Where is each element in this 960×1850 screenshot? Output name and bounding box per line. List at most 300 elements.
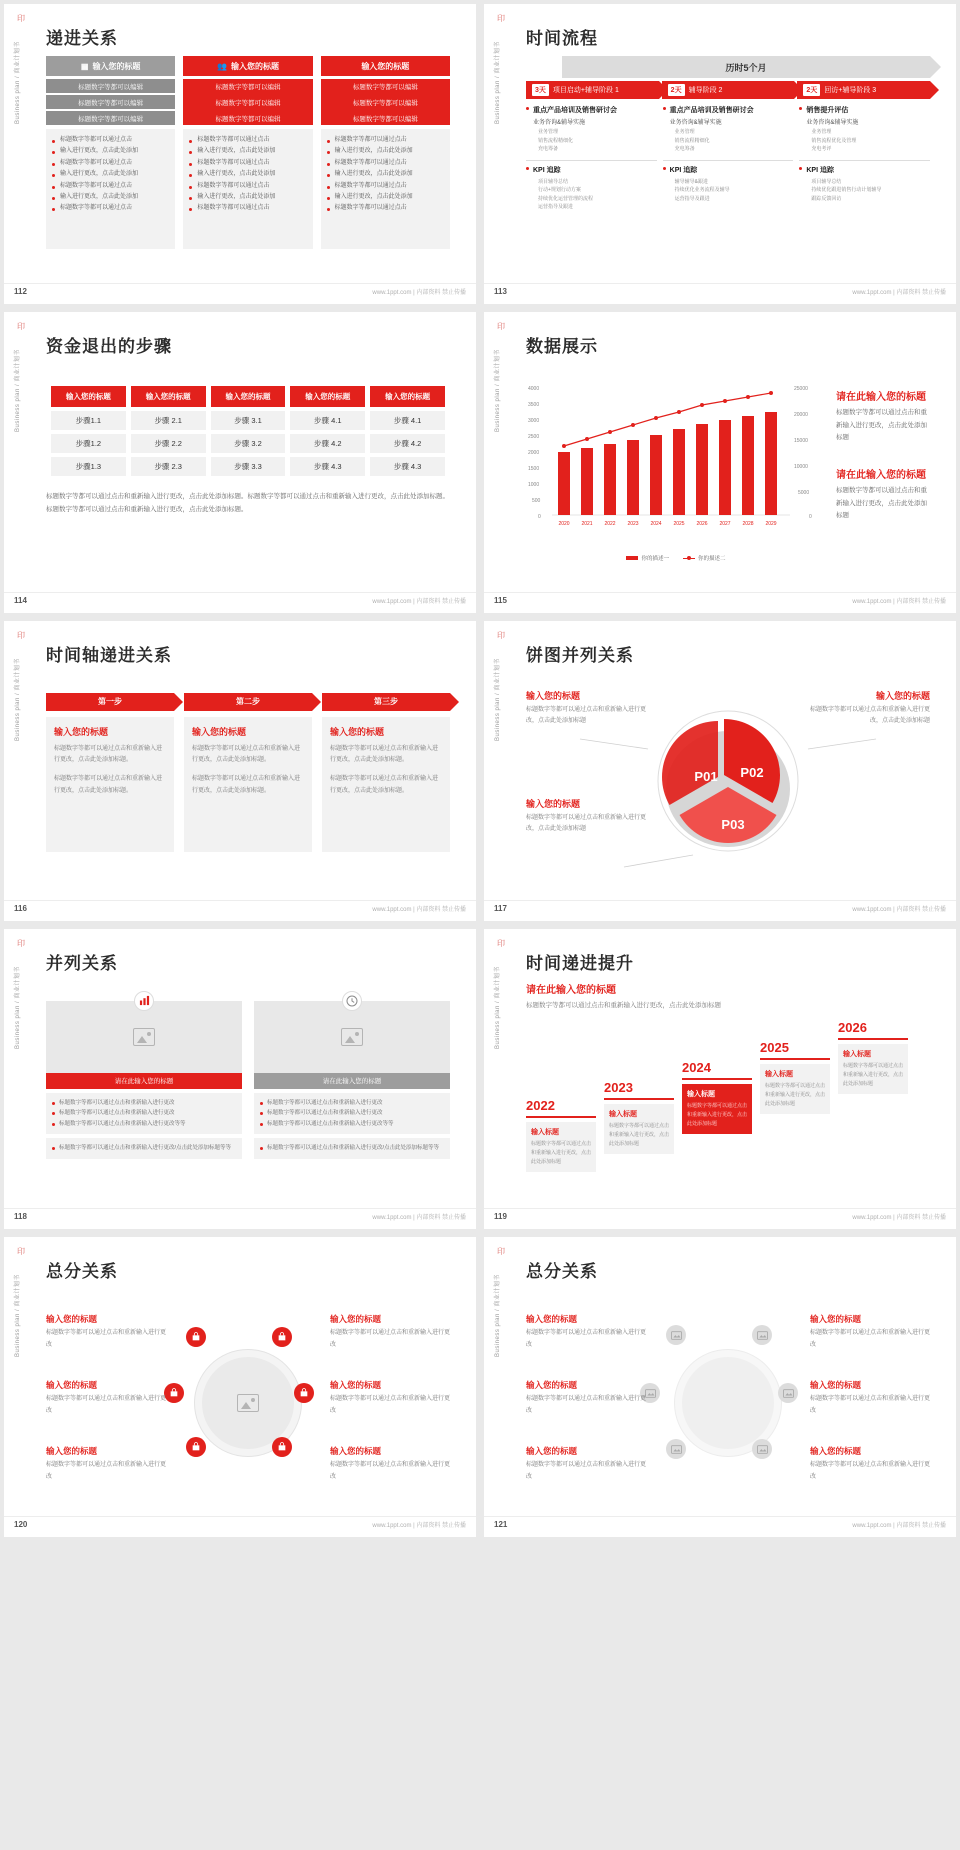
year-rule (604, 1098, 674, 1100)
timeline-item[interactable] (760, 1040, 830, 1114)
phase-column-1 (526, 105, 657, 218)
page-title: 饼图并列关系 (526, 645, 634, 665)
list-item: 标题数字等都可以通过点击 (327, 135, 444, 146)
hub-note-3 (526, 1445, 646, 1483)
section-head: KPI 追踪 (663, 165, 794, 175)
section-head: KPI 追踪 (799, 165, 930, 175)
svg-text:2025: 2025 (673, 521, 685, 528)
svg-text:1500: 1500 (528, 466, 540, 473)
divider (484, 900, 956, 901)
table-cell: 步骤 2.2 (131, 434, 206, 453)
hub-note-6 (330, 1445, 450, 1483)
list-item: 标题数字等都可以通过点击和重新输入进行更改/点击此处添加标题等等 (52, 1143, 236, 1153)
column-header: 输入您的标题 (370, 386, 445, 407)
slide-119[interactable] (484, 929, 956, 1229)
bullet-stack: 标题数字等都可以编辑 标题数字等都可以编辑 标题数字等都可以编辑 (46, 79, 175, 125)
divider (4, 592, 476, 593)
slide-116[interactable] (4, 621, 476, 921)
node-icon-4[interactable] (294, 1383, 314, 1403)
divider (4, 283, 476, 284)
image-placeholder[interactable] (254, 1001, 450, 1073)
page-title: 时间递进提升 (526, 953, 634, 973)
timeline (526, 1020, 930, 1170)
card-title: 输入标题 (687, 1090, 715, 1098)
list-item: 标题数字等都可以通过点击 (327, 203, 444, 214)
node-image-5[interactable] (666, 1439, 686, 1459)
slide-118[interactable] (4, 929, 476, 1229)
svg-text:2020: 2020 (558, 521, 570, 528)
year-rule (838, 1038, 908, 1040)
center-hub[interactable] (682, 1357, 774, 1449)
section-mini: 充电筹备 (674, 146, 695, 153)
column-2 (183, 56, 312, 249)
note-text: 标题数字等都可以通过点击和重新输入进行更改 (810, 1330, 931, 1348)
note-head: 请在此输入您的标题 (836, 392, 926, 404)
list-item: 输入进行更改，点击此处添加 (327, 146, 444, 157)
seal-icon: 印 (17, 630, 25, 640)
chart-icon (134, 991, 154, 1011)
list-item: 标题数字等都可以通过点击 (327, 181, 444, 192)
note-text: 标题数字等都可以通过点击和重新输入进行更改 (810, 1396, 931, 1414)
phase-label: 回访+辅导阶段 3 (824, 87, 877, 94)
section-mini: 销售流程精细化 (538, 137, 574, 144)
list-item: 标题数字等都可以通过点击和重新输入进行更改/点击此处添加标题等等 (260, 1143, 444, 1153)
section-mini: 运营指导及跟进 (674, 195, 710, 202)
node-image-4[interactable] (778, 1383, 798, 1403)
section-mini: 项目辅导总结 (538, 178, 569, 185)
year-rule (682, 1078, 752, 1080)
note-head: 输入您的标题 (526, 690, 581, 701)
timeline-item[interactable] (682, 1060, 752, 1134)
item-card (838, 1044, 908, 1094)
card-title: 输入您的标题 (330, 726, 385, 737)
slide-114[interactable] (4, 312, 476, 612)
card-text: 标题数字等都可以通过点击和重新输入进行更改，点击此处添加标题 (687, 1102, 748, 1127)
svg-text:2026: 2026 (696, 521, 708, 528)
step-column-2 (184, 693, 312, 852)
footer-text: www.1ppt.com | 内部资料 禁止传播 (852, 906, 946, 913)
svg-text:2000: 2000 (528, 450, 540, 457)
list-item: 标题数字等都可以通过点击和重新输入进行更改等等 (260, 1119, 444, 1129)
svg-text:2023: 2023 (627, 521, 639, 528)
footer-text: www.1ppt.com | 内部资料 禁止传播 (852, 1523, 946, 1530)
side-label: Business plan / 商业计划书 (495, 41, 501, 124)
column-1 (46, 56, 175, 249)
note-text: 标题数字等都可以通过点击和重新输入进行更改，点击此处添加标题 (836, 487, 927, 520)
slide-112[interactable] (4, 4, 476, 304)
item-card (604, 1104, 674, 1154)
side-label: Business plan / 商业计划书 (15, 966, 21, 1049)
page-number: 116 (14, 903, 27, 913)
node-image-1[interactable] (666, 1325, 686, 1345)
note-text: 标题数字等都可以通过点击和重新输入进行更改 (526, 1396, 647, 1414)
table-cell: 步骤 3.1 (211, 411, 286, 430)
note-head: 输入您的标题 (46, 1314, 98, 1325)
node-icon-1[interactable] (186, 1327, 206, 1347)
card-title: 输入标题 (843, 1050, 871, 1058)
list-item: 输入进行更改，点击此处添加 (52, 169, 169, 180)
divider (484, 1208, 956, 1209)
page-title: 并列关系 (46, 953, 118, 973)
section-sub: 业务咨询&辅导实施 (669, 120, 722, 126)
section (799, 165, 930, 204)
item-card (760, 1064, 830, 1114)
body-paragraph: 标题数字等都可以通过点击和重新输入进行更改，点击此处添加标题。标题数字等都可以通过点击和重新输入进行更改，点击此处添加标题。标题数字等都可以通过点击和重新输入进行更改，点击此处添加标题。 (46, 493, 449, 514)
table-icon: ▦ (80, 61, 89, 71)
note-head: 输入您的标题 (526, 1314, 578, 1325)
side-label: Business plan / 商业计划书 (495, 657, 501, 741)
section-head: 重点产品培训及销售研讨会 (526, 105, 657, 115)
column-header: 输入您的标题 (51, 386, 126, 407)
card-text: 标题数字等都可以通过点击和重新输入进行更改，点击此处添加标题 (843, 1062, 904, 1087)
section (526, 105, 657, 154)
node-icon-5[interactable] (186, 1437, 206, 1457)
page-title: 资金退出的步骤 (46, 337, 172, 357)
side-label: Business plan / 商业计划书 (495, 349, 501, 433)
list-item: 输入进行更改，点击此处添加 (327, 169, 444, 180)
section-mini: 行动+规划行动方案 (538, 187, 581, 194)
phase-badge: 2天 (803, 84, 820, 96)
detail-list (46, 129, 175, 249)
page-number: 118 (14, 1212, 27, 1222)
lead-text: 标题数字等都可以通过点击和重新输入进行更改，点击此处添加标题 (526, 1001, 721, 1009)
table-row (51, 457, 445, 476)
panel-caption: 请在此输入您的标题 (254, 1073, 450, 1089)
side-label: Business plan / 商业计划书 (495, 966, 501, 1049)
divider (663, 160, 794, 161)
list-item: 输入进行更改，点击此处添加 (327, 192, 444, 203)
list-item: 标题数字等都可以通过点击 (189, 135, 306, 146)
hub-note-4 (810, 1313, 930, 1351)
section-head: KPI 追踪 (526, 165, 657, 175)
phase-arrow[interactable] (526, 81, 659, 99)
table-cell: 步骤 4.2 (370, 434, 445, 453)
divider (4, 1516, 476, 1517)
column-header: 输入您的标题 (290, 386, 365, 407)
bullet-stack: 标题数字等都可以编辑 标题数字等都可以编辑 标题数字等都可以编辑 (183, 79, 312, 125)
section-mini: 运营指导及跟进 (538, 204, 574, 211)
list-item: 输入进行更改，点击此处添加 (52, 146, 169, 157)
year-label: 2024 (682, 1059, 711, 1075)
card-title: 输入您的标题 (192, 726, 247, 737)
year-label: 2026 (838, 1019, 867, 1035)
svg-text:2027: 2027 (719, 521, 731, 528)
image-placeholder[interactable] (46, 1001, 242, 1073)
timeline-item[interactable] (604, 1080, 674, 1154)
note-text: 标题数字等都可以通过点击和重新输入进行更改 (810, 1462, 931, 1480)
image-icon (133, 1028, 155, 1046)
note-head: 输入您的标题 (46, 1380, 98, 1391)
section-mini: 项目辅导总结 (811, 178, 842, 185)
panel-block (254, 1138, 450, 1158)
footer-text: www.1ppt.com | 内部资料 禁止传播 (852, 1215, 946, 1222)
year-label: 2023 (604, 1079, 633, 1095)
section (663, 105, 794, 154)
section-mini: 业务管理 (538, 129, 559, 136)
side-label: Business plan / 商业计划书 (15, 41, 21, 124)
table-cell: 步骤 4.1 (370, 411, 445, 430)
table-cell: 步骤1.3 (51, 457, 126, 476)
svg-text:P02: P02 (740, 764, 764, 780)
list-item: 标题数字等都可以通过点击和重新输入进行更改等等 (52, 1119, 236, 1129)
year-rule (526, 1116, 596, 1118)
chart-side-notes (836, 372, 930, 582)
card-text: 标题数字等都可以通过点击和重新输入进行更改，点击此处添加标题。 (192, 776, 301, 794)
list-item: 标题数字等都可以通过点击和重新输入进行更改 (260, 1108, 444, 1118)
phase-arrow[interactable] (662, 81, 795, 99)
column-header: 输入您的标题 (131, 386, 206, 407)
table-cell: 步骤 2.3 (131, 457, 206, 476)
seal-icon: 印 (17, 938, 25, 948)
panel-block (46, 1138, 242, 1158)
detail-list (321, 129, 450, 249)
hub-note-2 (46, 1379, 166, 1417)
list-item: 标题数字等都可以通过点击 (52, 135, 169, 146)
section (799, 105, 930, 154)
svg-text:10000: 10000 (794, 464, 808, 471)
divider (4, 1208, 476, 1209)
note-text: 标题数字等都可以通过点击和重新输入进行更改，点击此处添加标题 (526, 706, 647, 724)
seal-icon: 印 (497, 938, 505, 948)
section-mini: 业务管理 (674, 129, 695, 136)
phase-arrow-row (526, 81, 930, 99)
seal-icon: 印 (497, 630, 505, 640)
list-item: 标题数字等都可以通过点击 (52, 203, 169, 214)
timeline-item[interactable] (838, 1020, 908, 1094)
table-cell: 步骤 3.2 (211, 434, 286, 453)
list-item: 标题数字等都可以通过点击和重新输入进行更改 (52, 1108, 236, 1118)
step-badge[interactable]: 第一步 (46, 693, 174, 711)
slide-113[interactable] (484, 4, 956, 304)
side-label: Business plan / 商业计划书 (15, 1274, 21, 1358)
svg-text:4000: 4000 (528, 386, 540, 393)
table-cell: 步骤1.2 (51, 434, 126, 453)
step-badge[interactable]: 第三步 (322, 693, 450, 711)
hub-note-2 (526, 1379, 646, 1417)
note-head: 输入您的标题 (526, 798, 581, 809)
panel-1 (46, 1001, 242, 1159)
step-card (184, 717, 312, 852)
year-rule (760, 1058, 830, 1060)
node-image-2[interactable] (752, 1325, 772, 1345)
divider (799, 160, 930, 161)
slide-121[interactable] (484, 1237, 956, 1537)
phase-label: 项目启动+辅导阶段 1 (552, 87, 619, 94)
footer-text: www.1ppt.com | 内部资料 禁止传播 (372, 1215, 466, 1222)
svg-text:2024: 2024 (650, 521, 662, 528)
year-label: 2022 (526, 1097, 555, 1113)
item-card (526, 1122, 596, 1172)
note-text: 标题数字等都可以通过点击和重新输入进行更改 (526, 1462, 647, 1480)
list-item: 输入进行更改，点击此处添加 (189, 169, 306, 180)
page-title: 递进关系 (46, 29, 118, 48)
column-header[interactable]: 👥 输入您的标题 (183, 56, 312, 76)
page-number: 120 (14, 1520, 28, 1530)
page-number: 114 (14, 595, 27, 605)
svg-text:2021: 2021 (581, 521, 593, 528)
note-head: 输入您的标题 (810, 1314, 862, 1325)
list-item: 输入进行更改，点击此处添加 (52, 192, 169, 203)
seal-icon: 印 (497, 14, 505, 23)
phase-arrow[interactable] (797, 81, 930, 99)
table-cell: 步骤 4.1 (290, 411, 365, 430)
divider (4, 900, 476, 901)
footer-text: www.1ppt.com | 内部资料 禁止传播 (372, 598, 466, 605)
section-mini: 持续优化跟进销售行动计划辅导 (811, 187, 882, 194)
note-head: 输入您的标题 (810, 1446, 862, 1457)
divider (484, 592, 956, 593)
section-mini: 充电筹备 (538, 146, 559, 153)
card-text: 标题数字等都可以通过点击和重新输入进行更改，点击此处添加标题。 (330, 776, 439, 794)
svg-text:5000: 5000 (798, 490, 810, 497)
note-text: 标题数字等都可以通过点击和重新输入进行更改 (46, 1330, 167, 1348)
note-text: 标题数字等都可以通过点击和重新输入进行更改 (330, 1330, 451, 1348)
section-mini: 辅导辅导&跟进 (674, 178, 709, 185)
card-title: 输入标题 (609, 1110, 637, 1118)
center-hub[interactable] (202, 1357, 294, 1449)
table-cell: 步骤 4.2 (290, 434, 365, 453)
svg-text:1000: 1000 (528, 482, 540, 489)
note-text: 标题数字等都可以通过点击和重新输入进行更改 (330, 1462, 451, 1480)
divider (526, 160, 657, 161)
card-text: 标题数字等都可以通过点击和重新输入进行更改，点击此处添加标题 (609, 1122, 670, 1147)
slide-115[interactable] (484, 312, 956, 612)
user-icon: 👥 (217, 61, 227, 71)
column-header[interactable]: ▦ 输入您的标题 (46, 56, 175, 76)
svg-text:3500: 3500 (528, 402, 540, 409)
svg-text:20000: 20000 (794, 412, 808, 419)
svg-text:P03: P03 (721, 816, 745, 832)
table-cell: 步骤 2.1 (131, 411, 206, 430)
pie-note-right (810, 689, 930, 728)
page-title: 时间流程 (526, 29, 598, 48)
table-cell: 步骤 4.3 (290, 457, 365, 476)
section-mini: 销售流程精细化 (674, 137, 710, 144)
table-header-row (51, 386, 445, 407)
chart-legend (526, 554, 826, 562)
legend-entry: 你的描述二 (683, 554, 726, 562)
hub-note-1 (46, 1313, 166, 1351)
item-card-highlight (682, 1084, 752, 1134)
node-image-6[interactable] (752, 1439, 772, 1459)
note-text: 标题数字等都可以通过点击和重新输入进行更改，点击此处添加标题 (836, 409, 927, 441)
svg-text:P01: P01 (694, 768, 718, 784)
note-head: 输入您的标题 (526, 1446, 578, 1457)
timeline-item[interactable] (526, 1098, 596, 1172)
node-icon-6[interactable] (272, 1437, 292, 1457)
side-label: Business plan / 商业计划书 (15, 349, 21, 433)
svg-text:0: 0 (809, 514, 812, 521)
pie-note-bottom (526, 797, 646, 836)
seal-icon: 印 (17, 322, 25, 332)
note-head: 输入您的标题 (810, 1380, 862, 1391)
note-text: 标题数字等都可以通过点击和重新输入进行更改 (526, 1330, 647, 1348)
card-title: 输入标题 (765, 1070, 793, 1078)
slide-117[interactable] (484, 621, 956, 921)
step-card (322, 717, 450, 852)
side-label: Business plan / 商业计划书 (495, 1274, 501, 1358)
hub-note-5 (330, 1379, 450, 1417)
pie-note-left (526, 689, 646, 728)
list-item: 标题数字等都可以通过点击 (189, 158, 306, 169)
section-mini: 充电考评 (811, 146, 832, 153)
panel-notes (254, 1093, 450, 1134)
panel-2 (254, 1001, 450, 1159)
list-item: 标题数字等都可以通过点击 (189, 203, 306, 214)
section-mini: 业务管理 (811, 129, 832, 136)
card-text: 标题数字等都可以通过点击和重新输入进行更改，点击此处添加标题。 (330, 745, 439, 763)
bullet-stack: 标题数字等都可以编辑 标题数字等都可以编辑 标题数字等都可以编辑 (321, 79, 450, 125)
step-column-3 (322, 693, 450, 852)
column-header[interactable]: 输入您的标题 (321, 56, 450, 76)
section-mini: 持续优化业务流程及辅导 (674, 187, 730, 194)
node-icon-2[interactable] (272, 1327, 292, 1347)
side-label: Business plan / 商业计划书 (15, 657, 21, 741)
table-cell: 步骤 4.3 (370, 457, 445, 476)
list-item: 标题数字等都可以通过点击 (52, 158, 169, 169)
page-title: 数据展示 (526, 337, 598, 357)
card-text: 标题数字等都可以通过点击和重新输入进行更改，点击此处添加标题。 (54, 745, 163, 763)
list-item: 标题数字等都可以通过点击和重新输入进行更改 (260, 1098, 444, 1108)
detail-list (183, 129, 312, 249)
note-text: 标题数字等都可以通过点击和重新输入进行更改，点击此处添加标题 (810, 706, 931, 724)
note-text: 标题数字等都可以通过点击和重新输入进行更改，点击此处添加标题 (526, 814, 647, 832)
card-text: 标题数字等都可以通过点击和重新输入进行更改，点击此处添加标题。 (192, 745, 301, 763)
hub-note-5 (810, 1379, 930, 1417)
hub-note-4 (330, 1313, 450, 1351)
note-head: 输入您的标题 (330, 1314, 382, 1325)
svg-text:500: 500 (532, 498, 541, 505)
image-icon (237, 1394, 259, 1412)
svg-text:2500: 2500 (528, 434, 540, 441)
step-column-1 (46, 693, 174, 852)
slide-120[interactable] (4, 1237, 476, 1537)
footer-text: www.1ppt.com | 内部资料 禁止传播 (372, 906, 466, 913)
note-head: 输入您的标题 (46, 1446, 98, 1457)
phase-column-2 (663, 105, 794, 218)
svg-text:0: 0 (538, 514, 541, 521)
note-head: 输入您的标题 (875, 690, 930, 701)
section-sub: 业务咨询&辅导实施 (806, 120, 859, 126)
step-badge[interactable]: 第二步 (184, 693, 312, 711)
image-icon (341, 1028, 363, 1046)
note-head: 输入您的标题 (526, 1380, 578, 1391)
svg-text:2022: 2022 (604, 521, 616, 528)
chart-svg (526, 372, 826, 547)
page-title: 时间轴递进关系 (46, 645, 172, 665)
node-icon-3[interactable] (164, 1383, 184, 1403)
divider (484, 283, 956, 284)
lead-block (526, 981, 930, 1012)
svg-text:3000: 3000 (528, 418, 540, 425)
lead-title: 请在此输入您的标题 (526, 984, 616, 996)
list-item: 输入进行更改，点击此处添加 (189, 192, 306, 203)
note-head: 输入您的标题 (330, 1380, 382, 1391)
table-row (51, 434, 445, 453)
note-text: 标题数字等都可以通过点击和重新输入进行更改 (330, 1396, 451, 1414)
year-label: 2025 (760, 1039, 789, 1055)
column-3 (321, 56, 450, 249)
page-number: 115 (494, 595, 507, 605)
seal-icon: 印 (17, 1247, 25, 1257)
table-row (51, 411, 445, 430)
duration-banner: 历时5个月 (562, 56, 930, 78)
page-number: 117 (494, 903, 507, 913)
panel-caption: 请在此输入您的标题 (46, 1073, 242, 1089)
footer-text: www.1ppt.com | 内部资料 禁止传播 (372, 290, 466, 297)
hub-note-3 (46, 1445, 166, 1483)
page-title: 总分关系 (46, 1262, 118, 1282)
